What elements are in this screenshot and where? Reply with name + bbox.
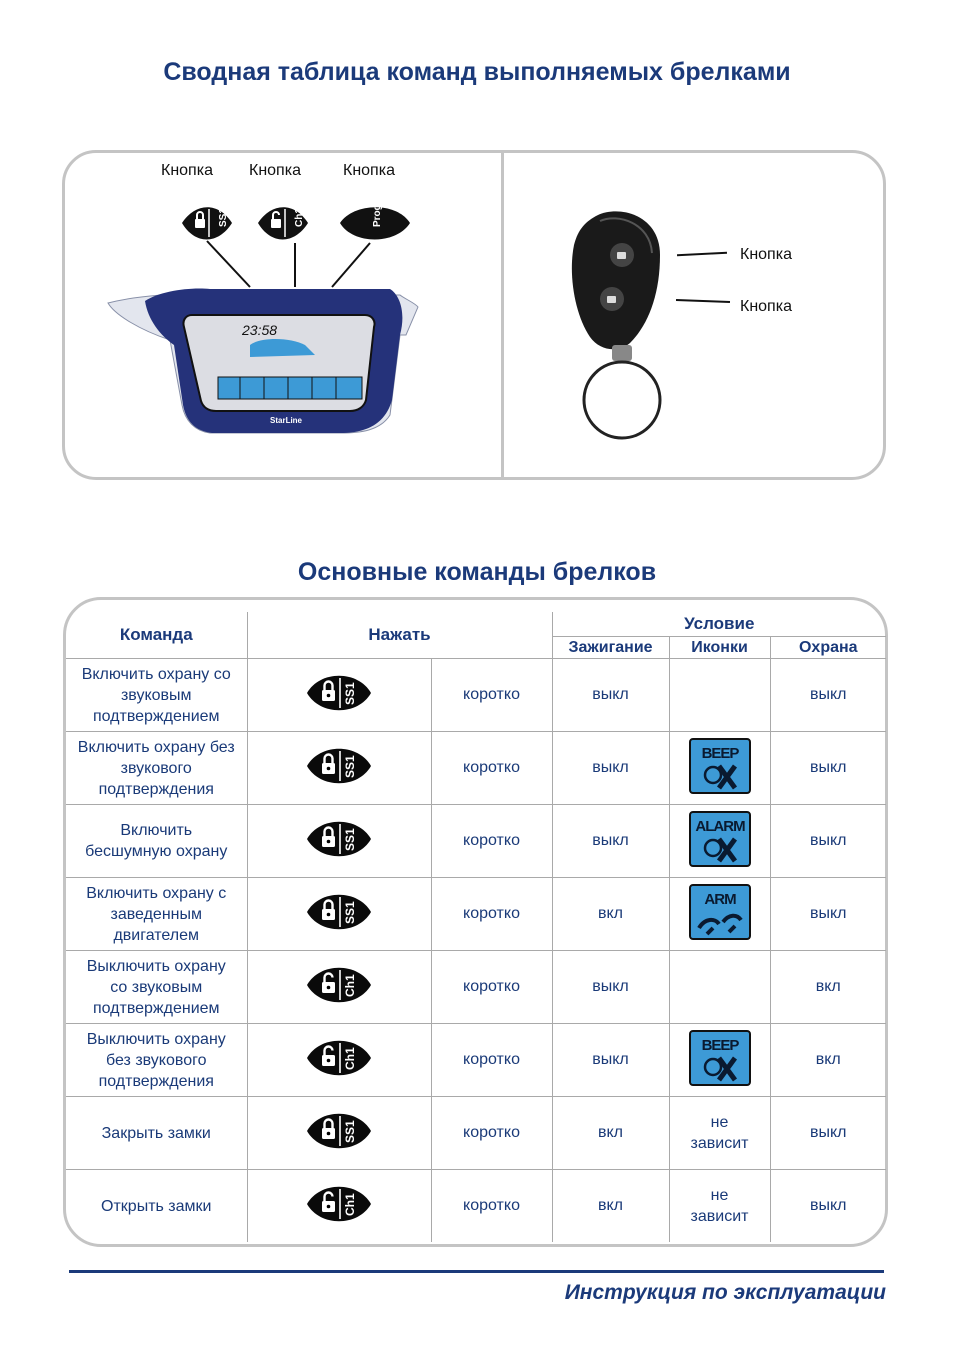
guard-cell: выкл <box>770 1097 886 1170</box>
icons-cell-empty <box>669 659 770 732</box>
footer-text: Инструкция по эксплуатации <box>564 1281 886 1304</box>
command-text: Включить охрану с заведенным двигателем <box>86 884 227 944</box>
svg-text:ARM: ARM <box>703 890 736 908</box>
command-text: Открыть замки <box>101 1197 212 1215</box>
command-text: Выключить охрану со звуковым подтверждением <box>86 957 226 1017</box>
press-type-cell: коротко <box>431 732 552 805</box>
command-cell <box>66 878 247 951</box>
table-body <box>66 659 886 1243</box>
ignition-cell: выкл <box>552 805 669 878</box>
commands-table <box>66 612 886 1242</box>
command-cell <box>66 1024 247 1097</box>
table-row <box>66 878 886 951</box>
ignition-cell: вкл <box>552 1097 669 1170</box>
unlock-ch1-button-icon <box>258 207 308 239</box>
ignition-cell: выкл <box>552 951 669 1024</box>
lock-ss1-button-icon <box>247 659 431 732</box>
beep-off-icon <box>669 732 770 805</box>
header-condition: Условие <box>552 612 886 637</box>
ignition-cell: выкл <box>552 659 669 732</box>
button-label-2: Кнопка <box>249 162 301 179</box>
ignition-cell: выкл <box>552 1024 669 1097</box>
svg-text:Ch1: Ch1 <box>343 1046 357 1070</box>
unlock-ch1-button-icon <box>247 1024 431 1097</box>
table-row <box>66 805 886 878</box>
alarm-off-icon <box>669 805 770 878</box>
command-cell <box>66 1170 247 1243</box>
icons-cell <box>669 1170 770 1243</box>
guard-cell: выкл <box>770 732 886 805</box>
fob-label-2: Кнопка <box>740 298 792 315</box>
command-text: Включить охрану без звукового подтверждения <box>77 738 235 798</box>
svg-text:SS1: SS1 <box>343 900 357 924</box>
beep-off-icon <box>669 1024 770 1097</box>
lock-ss1-button-icon <box>247 1097 431 1170</box>
header-command: Команда <box>66 612 247 659</box>
guard-cell: выкл <box>770 1170 886 1243</box>
prog-button-icon <box>340 201 410 239</box>
main-remote-illustration <box>100 195 440 445</box>
svg-text:SS1: SS1 <box>343 1119 357 1143</box>
table-row <box>66 951 886 1024</box>
svg-text:SS1: SS1 <box>343 681 357 705</box>
press-type-cell: коротко <box>431 1170 552 1243</box>
ch1-text: Ch1 <box>294 208 305 227</box>
table-row <box>66 1097 886 1170</box>
svg-text:ALARM: ALARM <box>694 817 745 835</box>
prog-text: Prog. <box>372 201 383 227</box>
lock-ss1-button-icon <box>182 207 232 239</box>
press-type-cell: коротко <box>431 1024 552 1097</box>
command-cell <box>66 659 247 732</box>
icons-cell <box>669 1097 770 1170</box>
footer-rule <box>69 1270 884 1273</box>
figure-divider <box>501 150 504 480</box>
lcd-time-text: 23:58 <box>242 322 278 338</box>
command-text: Включить охрану со звуковым подтверждением <box>81 665 231 725</box>
command-cell <box>66 1097 247 1170</box>
command-cell <box>66 951 247 1024</box>
lock-ss1-button-icon <box>247 878 431 951</box>
fob-label-1: Кнопка <box>740 246 792 263</box>
button-label-3: Кнопка <box>343 162 395 179</box>
header-press: Нажать <box>247 612 552 659</box>
page-title: Сводная таблица команд выполняемых брелками <box>163 58 791 86</box>
unlock-ch1-button-icon <box>247 1170 431 1243</box>
svg-text:Ch1: Ch1 <box>343 973 357 997</box>
table-row <box>66 1170 886 1243</box>
press-type-cell: коротко <box>431 805 552 878</box>
guard-cell: вкл <box>770 1024 886 1097</box>
table-row <box>66 659 886 732</box>
press-type-cell: коротко <box>431 878 552 951</box>
ignition-cell: выкл <box>552 732 669 805</box>
table-row <box>66 1024 886 1097</box>
svg-text:SS1: SS1 <box>343 827 357 851</box>
lock-ss1-button-icon <box>247 732 431 805</box>
svg-text:Ch1: Ch1 <box>343 1192 357 1216</box>
guard-cell: выкл <box>770 878 886 951</box>
brand-logo: StarLine <box>270 416 303 425</box>
command-text: Выключить охрану без звукового подтверждения <box>86 1030 226 1090</box>
command-cell <box>66 805 247 878</box>
svg-text:BEEP: BEEP <box>701 744 738 762</box>
press-type-cell: коротко <box>431 1097 552 1170</box>
ss1-text: SS1 <box>218 208 229 227</box>
header-ignition: Зажигание <box>552 637 669 659</box>
guard-cell: выкл <box>770 805 886 878</box>
unlock-ch1-button-icon <box>247 951 431 1024</box>
press-type-cell: коротко <box>431 951 552 1024</box>
guard-cell: вкл <box>770 951 886 1024</box>
svg-text:SS1: SS1 <box>343 754 357 778</box>
lock-ss1-button-icon <box>247 805 431 878</box>
table-row <box>66 732 886 805</box>
icons-cell-empty <box>669 951 770 1024</box>
arm-icon <box>669 878 770 951</box>
svg-text:BEEP: BEEP <box>701 1036 738 1054</box>
section-title: Основные команды брелков <box>297 558 657 586</box>
ignition-cell: вкл <box>552 1170 669 1243</box>
press-type-cell: коротко <box>431 659 552 732</box>
ignition-cell: вкл <box>552 878 669 951</box>
small-fob-illustration <box>560 205 680 445</box>
header-icons: Иконки <box>669 637 770 659</box>
command-cell <box>66 732 247 805</box>
icon-condition-text: не зависит <box>690 1114 749 1152</box>
guard-cell: выкл <box>770 659 886 732</box>
command-text: Включить бесшумную охрану <box>85 822 228 860</box>
icon-condition-text: не зависит <box>690 1187 749 1225</box>
header-guard: Охрана <box>770 637 886 659</box>
button-label-1: Кнопка <box>161 162 213 179</box>
command-text: Закрыть замки <box>101 1124 211 1142</box>
